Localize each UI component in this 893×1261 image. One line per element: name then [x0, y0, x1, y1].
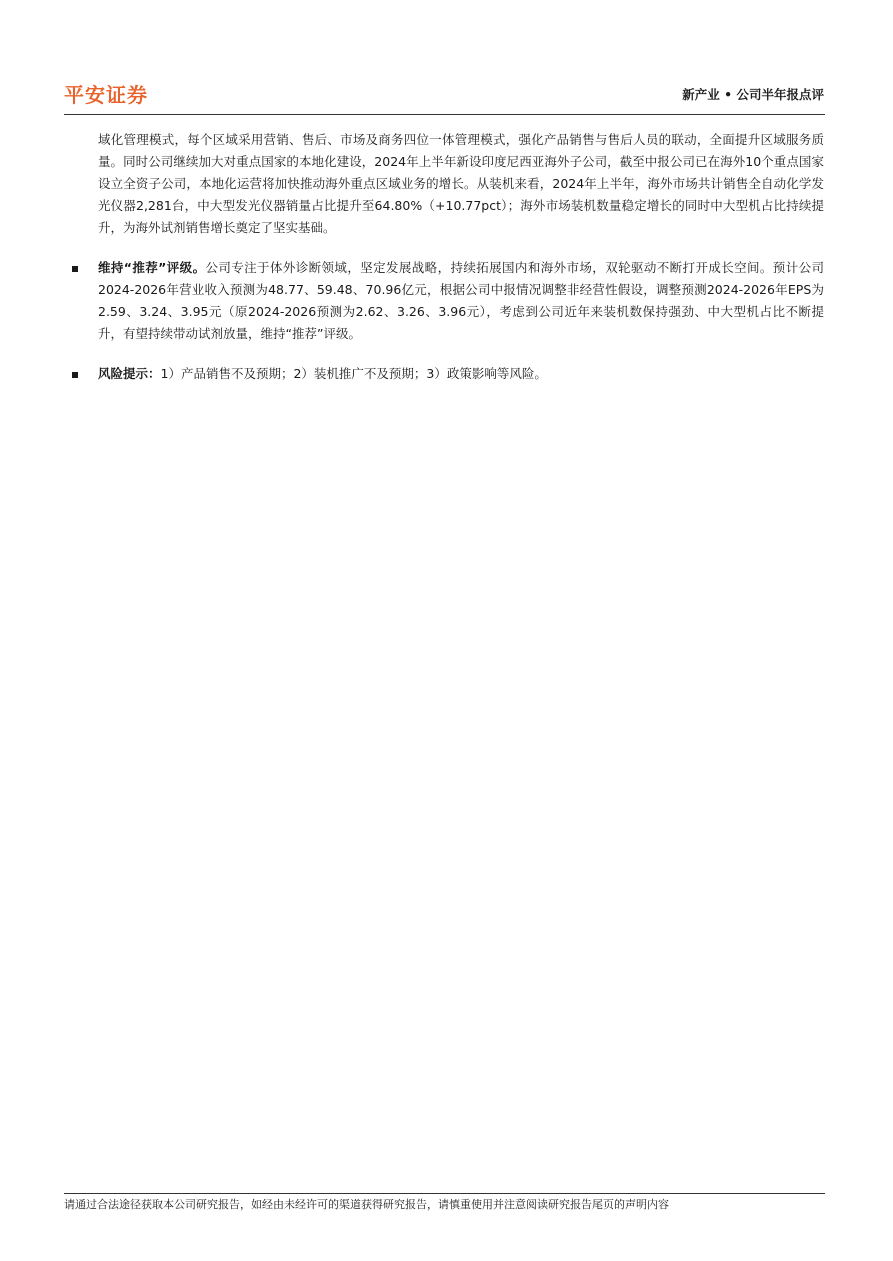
intro-paragraph: 域化管理模式，每个区域采用营销、售后、市场及商务四位一体管理模式，强化产品销售与售后人员的联动，全面提升区域服务质量。同时公司继续加大对重点国家的本地化建设，2024年上半年新设印度尼西亚海外子公司，截至中报公司已在海外10个重点国家设立全资子公司，本地化运营将加快推动海外重点区域业务的增长。从装机来看，2024年上半年，海外市场共计销售全自动化学发光仪器2,281台，中大型发光仪器销量占比提升至64.80%（+10.77pct）；海外市场装机数量稳定增长的同时中大型机占比持续提升，为海外试剂销售增长奠定了坚实基础。	[98, 132, 824, 235]
rating-title: 维持“推荐”评级。	[98, 260, 206, 275]
report-category: 新产业 • 公司半年报点评	[682, 87, 824, 102]
footer-divider	[64, 1193, 825, 1194]
footer-disclaimer: 请通过合法途径获取本公司研究报告，如经由未经许可的渠道获得研究报告，请慎重使用并注意阅读研究报告尾页的声明内容	[64, 1198, 669, 1211]
rating-text: 公司专注于体外诊断领域，坚定发展战略，持续拓展国内和海外市场，双轮驱动不断打开成长空间。预计公司2024-2026年营业收入预测为48.77、59.48、70.96亿元，根据公司中报情况调整非经营性假设，调整预测2024-2026年EPS为2.59、3.24、3.95元（原2024-2026预测为2.62、3.26、3.96元），考虑到公司近年来装机数保持强劲、中大型机占比不断提升，有望持续带动试剂放量，维持“推荐”评级。	[98, 260, 824, 341]
company-logo: 平安证券	[64, 83, 148, 107]
risk-title: 风险提示：	[98, 366, 161, 381]
risk-bullet	[98, 363, 824, 385]
rating-bullet	[98, 257, 824, 345]
bullet-square-icon	[72, 266, 78, 272]
bullet-square-icon	[72, 372, 78, 378]
risk-text: 1）产品销售不及预期；2）装机推广不及预期；3）政策影响等风险。	[160, 366, 547, 381]
header-divider	[64, 114, 825, 115]
report-body	[98, 129, 824, 385]
